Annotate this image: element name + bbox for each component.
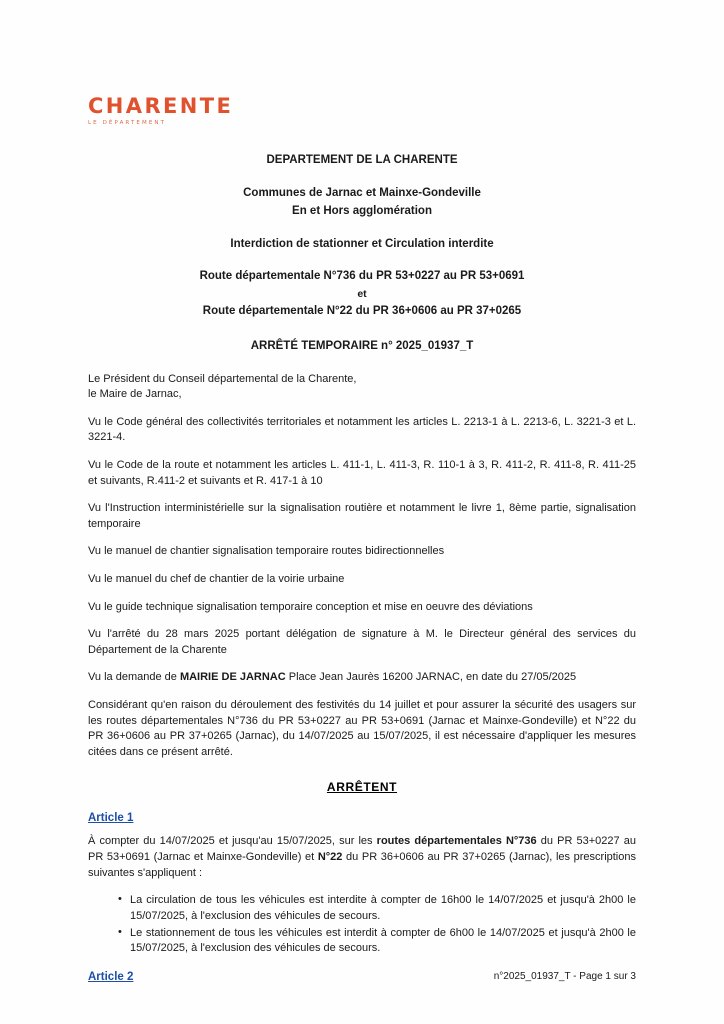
- logo-subtitle: LE DÉPARTEMENT: [88, 120, 167, 126]
- demande-prefix: Vu la demande de: [88, 671, 180, 684]
- visa-5: Vu le manuel du chef de chantier de la voirie urbaine: [88, 572, 345, 585]
- demande-applicant: MAIRIE DE JARNAC: [179, 671, 286, 684]
- article-1-title: Article 1: [88, 812, 134, 825]
- article-1-roads-bold-1: routes départementales N°736: [376, 835, 537, 848]
- article-1-intro-part2: du PR 53+0227 au PR 53+0691 (Jarnac et Mainxe-Gondeville) et: [88, 835, 637, 864]
- heading-et: et: [357, 288, 367, 301]
- article-1-prescriptions: [88, 893, 636, 956]
- logo-wordmark: CHARENTE: [88, 94, 234, 118]
- list-item: • La circulation de tous les véhicules est interdite à compter de 16h00 le 14/07/2025 et jusqu'à 2h00 le 15/07/2025, à l'exclusion des véhicules de secours.: [118, 893, 636, 924]
- visa-2: Vu le Code de la route et notamment les articles L. 411-1, L. 411-3, R. 110-1 à 3, R. 411-2, R. 411-8, R. 411-25 et suivants, R.411-2 et suivants et R. 417-1 à 10: [88, 458, 636, 487]
- article-1-intro-part1: À compter du 14/07/2025 et jusqu'au 15/07/2025, sur les: [88, 835, 377, 848]
- heading-road-1: Route départementale N°736 du PR 53+0227 au PR 53+0691: [199, 270, 525, 282]
- page-footer: n°2025_01937_T - Page 1 sur 3: [493, 971, 636, 982]
- demande: [88, 670, 636, 686]
- heading-reference: ARRÊTÉ TEMPORAIRE n° 2025_01937_T: [250, 340, 474, 353]
- visa-4: Vu le manuel de chantier signalisation temporaire routes bidirectionnelles: [88, 545, 445, 558]
- document-content: [88, 96, 636, 993]
- visa-1: Vu le Code général des collectivités territoriales et notamment les articles L. 2213-1 à L. 2213-6, L. 3221-3 et L. 3221-4.: [88, 415, 636, 444]
- arretent-title: ARRÊTENT: [326, 780, 398, 795]
- heading-road-2: Route départementale N°22 du PR 36+0606 au PR 37+0265: [202, 305, 522, 317]
- preamble: [88, 372, 636, 403]
- article-1-intro: [88, 834, 636, 881]
- preamble-line2: le Maire de Jarnac,: [88, 388, 182, 401]
- list-item: • Le stationnement de tous les véhicules est interdit à compter de 6h00 le 14/07/2025 et jusqu'à 2h00 le 15/07/2025, à l'exclusion des véhicules de secours.: [118, 926, 636, 957]
- visa-6: Vu le guide technique signalisation temporaire conception et mise en oeuvre des déviations: [88, 600, 533, 613]
- charente-logo: [88, 96, 636, 126]
- article-1-intro-part3: du PR 36+0606 au PR 37+0265 (Jarnac), les prescriptions suivantes s'appliquent :: [88, 851, 636, 879]
- heading-department: DEPARTEMENT DE LA CHARENTE: [266, 154, 458, 166]
- heading-communes-line2: En et Hors agglomération: [292, 204, 432, 217]
- considerant: Considérant qu'en raison du déroulement des festivités du 14 juillet et pour assurer la sécurité des usagers sur les routes départementales N°736 du PR 53+0227 au PR 53+0691 (Jarnac et Mainxe-Gondeville) et N°22 du PR 36+0606 au PR 37+0265 (Jarnac), du 14/07/2025 au 15/07/2025, il est nécessaire d'appliquer les mesures citées dans ce présent arrêté.: [88, 699, 636, 758]
- heading-communes: [88, 185, 636, 220]
- visa-3: Vu l'Instruction interministérielle sur la signalisation routière et notamment le livre 1, 8ème partie, signalisation temporaire: [88, 502, 636, 530]
- demande-suffix: Place Jean Jaurès 16200 JARNAC, en date du 27/05/2025: [285, 671, 577, 684]
- article-2-title: Article 2: [88, 970, 134, 983]
- visa-7: Vu l'arrêté du 28 mars 2025 portant délégation de signature à M. le Directeur général des services du Département de la Charente: [88, 628, 636, 656]
- heading-object: Interdiction de stationner et Circulation interdite: [230, 237, 494, 250]
- preamble-line1: Le Président du Conseil départemental de la Charente,: [88, 372, 357, 385]
- article-1-roads-bold-2: N°22: [317, 851, 343, 864]
- heading-communes-line1: Communes de Jarnac et Mainxe-Gondeville: [243, 187, 481, 200]
